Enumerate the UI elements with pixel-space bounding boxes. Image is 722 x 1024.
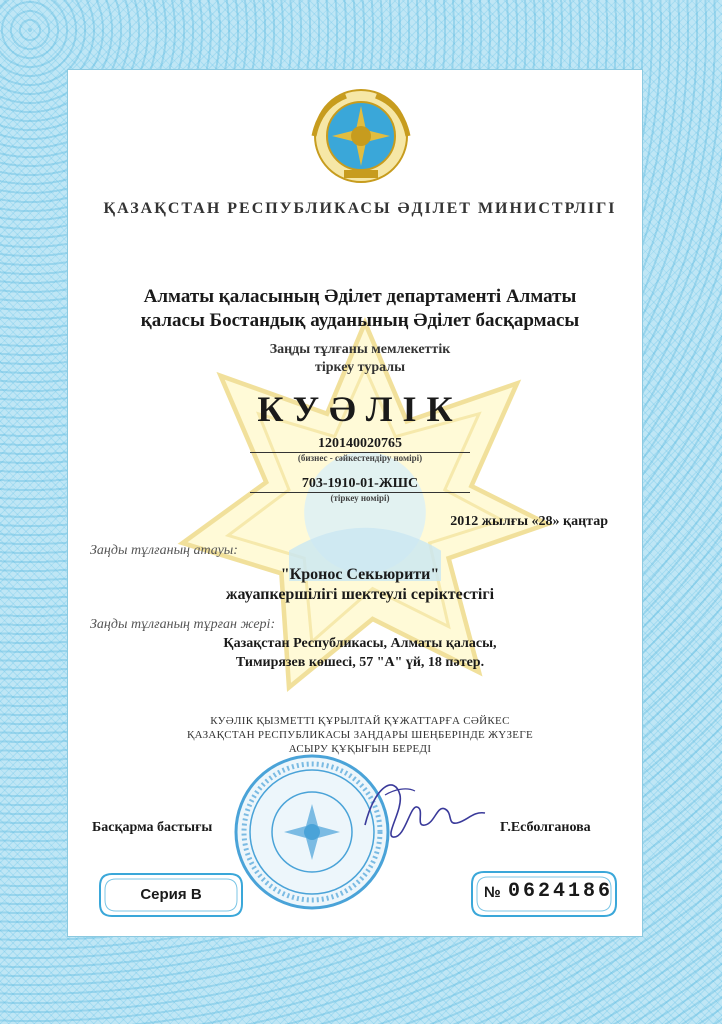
- signature-icon: [355, 765, 495, 845]
- certificate-number: 0624186: [508, 880, 614, 903]
- certification-line-3: АСЫРУ ҚҰҚЫҒЫН БЕРЕДІ: [288, 743, 432, 755]
- certification-line-1: КУӘЛІК ҚЫЗМЕТТІ ҚҰРЫЛТАЙ ҚҰЖАТТАРҒА СӘЙКЕС: [210, 715, 510, 727]
- signatory-name: Г.Есболганова: [500, 820, 591, 835]
- subtitle-line-1: Заңды тұлғаны мемлекеттік: [269, 342, 451, 357]
- department-line-1: Алматы қаласының Әділет департаменті Алматы: [143, 286, 577, 307]
- state-emblem-icon: [306, 86, 416, 186]
- signatory-title: Басқарма бастығы: [92, 820, 213, 835]
- bin-number: 120140020765: [250, 436, 470, 453]
- document-title: КУӘЛІК: [257, 389, 463, 429]
- department-line-2: қаласы Бостандық ауданының Әділет басқармасы: [140, 310, 580, 331]
- address-line-1: Қазақстан Республикасы, Алматы қаласы,: [223, 636, 497, 651]
- entity-name-line-1: "Кронос Секьюрити": [280, 566, 440, 583]
- certification-line-2: ҚАЗАҚСТАН РЕСПУБЛИКАСЫ ЗАҢДАРЫ ШЕҢБЕРІНДЕ ЖҮЗЕГЕ: [186, 729, 534, 741]
- ministry-title: ҚАЗАҚСТАН РЕСПУБЛИКАСЫ ӘДІЛЕТ МИНИСТРЛІГІ: [103, 200, 617, 217]
- number-sign: №: [484, 884, 501, 901]
- entity-name-line-2: жауапкершілігі шектеулі серіктестігі: [225, 586, 495, 603]
- subtitle-line-2: тіркеу туралы: [314, 360, 406, 375]
- entity-name-label: Заңды тұлғаның атауы:: [90, 543, 238, 558]
- registration-date: 2012 жылғы «28» қаңтар: [450, 514, 608, 529]
- registration-number: 703-1910-01-ЖШС: [250, 476, 470, 493]
- address-line-2: Тимирязев көшесі, 57 "А" үй, 18 пәтер.: [235, 655, 485, 670]
- bin-label: (бизнес - сәйкестендіру номірі): [297, 453, 423, 463]
- series-label: Серия В: [140, 886, 202, 903]
- address-label: Заңды тұлғаның тұрған жері:: [90, 617, 276, 632]
- registration-label: (тіркеу номірі): [330, 493, 390, 503]
